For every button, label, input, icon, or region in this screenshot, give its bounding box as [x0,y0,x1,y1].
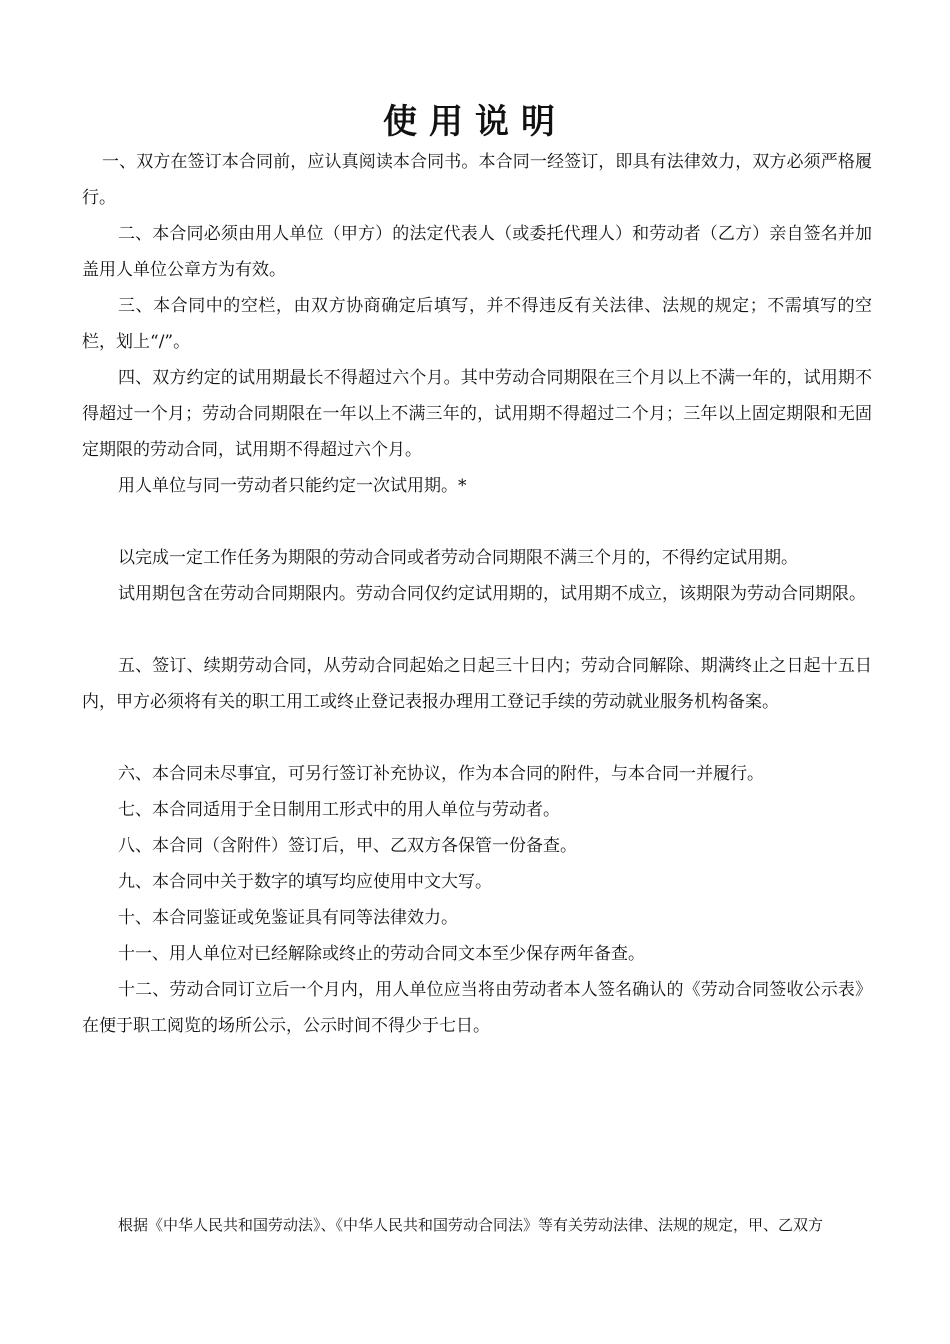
paragraph-7: 试用期包含在劳动合同期限内。劳动合同仅约定试用期的，试用期不成立，该期限为劳动合同期限。 [118,584,866,604]
paragraph-9: 六、本合同未尽事宜，可另行签订补充协议，作为本合同的附件，与本合同一并履行。 [118,764,764,784]
paragraph-13: 十、本合同鉴证或免鉴证具有同等法律效力。 [118,908,458,928]
paragraph-10: 七、本合同适用于全日制用工形式中的用人单位与劳动者。 [118,800,560,820]
footer-text: 根据《中华人民共和国劳动法》、《中华人民共和国劳动合同法》等有关劳动法律、法规的规定，甲、乙双方 [118,1216,824,1234]
paragraph-15: 十二、劳动合同订立后一个月内，用人单位应当将由劳动者本人签名确认的《劳动合同签收公示表》在便于职工阅览的场所公示，公示时间不得少于七日。 [82,980,872,1036]
paragraph-14: 十一、用人单位对已经解除或终止的劳动合同文本至少保存两年备查。 [118,944,645,964]
paragraph-6: 以完成一定工作任务为期限的劳动合同或者劳动合同期限不满三个月的，不得约定试用期。 [118,548,798,568]
paragraph-8: 五、签订、续期劳动合同，从劳动合同起始之日起三十日内；劳动合同解除、期满终止之日起十五日内，甲方必须将有关的职工用工或终止登记表报办理用工登记手续的劳动就业服务机构备案。 [82,656,872,712]
page-title: 使用说明 [383,102,567,142]
paragraph-5: 用人单位与同一劳动者只能约定一次试用期。* [118,476,467,496]
paragraph-3: 三、本合同中的空栏，由双方协商确定后填写，并不得违反有关法律、法规的规定；不需填写的空栏，划上“/”。 [82,296,872,352]
paragraph-2: 二、本合同必须由用人单位（甲方）的法定代表人（或委托代理人）和劳动者（乙方）亲自签名并加盖用人单位公章方为有效。 [82,224,872,280]
paragraph-1: 一、双方在签订本合同前，应认真阅读本合同书。本合同一经签订，即具有法律效力，双方必须严格履行。 [82,152,872,208]
paragraph-12: 九、本合同中关于数字的填写均应使用中文大写。 [118,872,492,892]
paragraph-4: 四、双方约定的试用期最长不得超过六个月。其中劳动合同期限在三个月以上不满一年的，试用期不得超过一个月；劳动合同期限在一年以上不满三年的，试用期不得超过二个月；三年以上固定期限和无固定期限的劳动合同，试用期不得超过六个月。 [82,368,872,460]
paragraph-11: 八、本合同（含附件）签订后，甲、乙双方各保管一份备查。 [118,836,577,856]
